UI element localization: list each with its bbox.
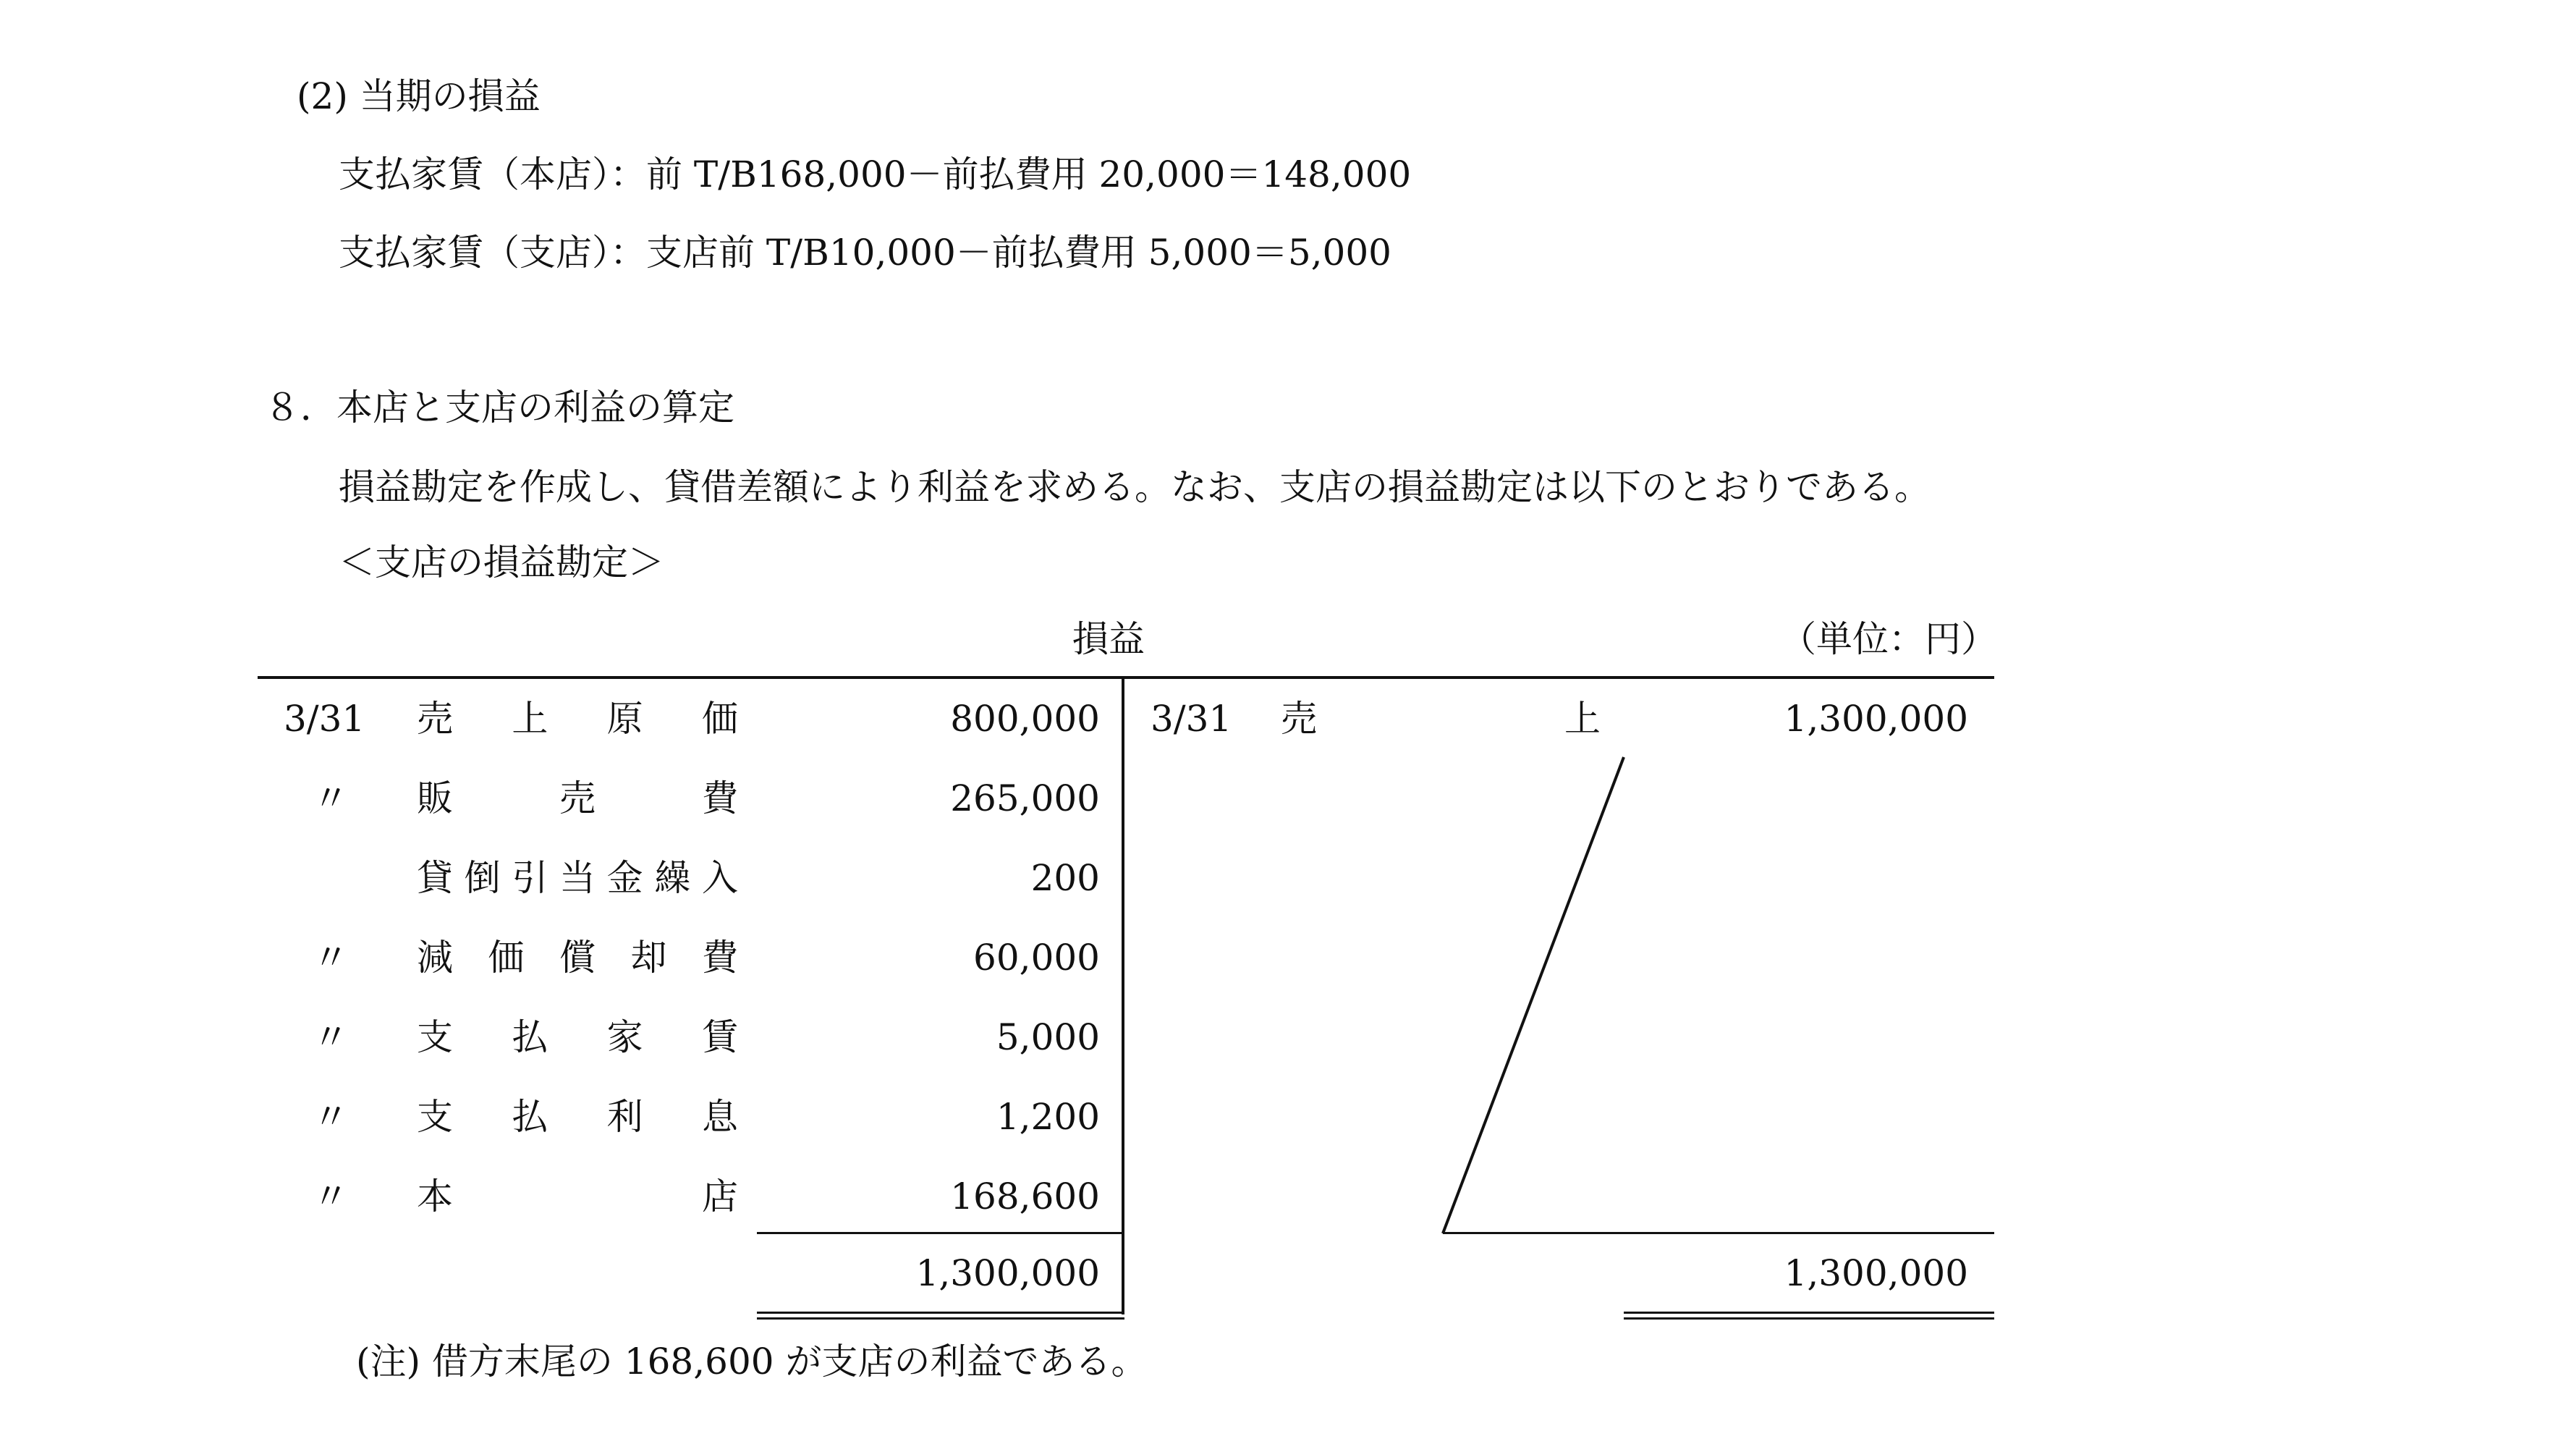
debit-row-amount: 200 [1030, 857, 1100, 899]
ledger-unit: （単位：円） [1780, 618, 1997, 660]
debit-row-account-name: 本 店 [417, 1175, 738, 1217]
section2-line1: 支払家賃（本店）：前 T/B168,000－前払費用 20,000＝148,000 [339, 153, 1412, 195]
debit-row-date: 〃 [313, 1096, 349, 1138]
section8-label: ＜支店の損益勘定＞ [339, 541, 664, 583]
credit-double-rule-2 [1624, 1317, 1994, 1320]
ledger-top-border [258, 676, 1994, 679]
credit-total: 1,300,000 [1784, 1252, 1968, 1294]
ledger-center-divider [1122, 676, 1124, 1314]
debit-row-amount: 60,000 [973, 937, 1100, 979]
ledger-title: 損益 [1072, 618, 1145, 660]
debit-row-date: 3/31 [284, 698, 365, 740]
debit-row-date: 〃 [313, 1175, 349, 1217]
debit-double-rule-1 [757, 1312, 1124, 1314]
debit-row-amount: 1,200 [996, 1096, 1100, 1138]
credit-account-name: 売 上 [1281, 698, 1601, 740]
section8-heading: ８．本店と支店の利益の算定 [264, 387, 734, 429]
section8-desc: 損益勘定を作成し、貸借差額により利益を求める。なお、支店の損益勘定は以下のとおりである。 [339, 466, 1931, 508]
note: (注) 借方末尾の 168,600 が支店の利益である。 [356, 1341, 1148, 1383]
section2-line2: 支払家賃（支店）：支店前 T/B10,000－前払費用 5,000＝5,000 [339, 232, 1391, 274]
debit-total: 1,300,000 [915, 1252, 1100, 1294]
debit-row-date: 〃 [313, 937, 349, 979]
debit-row-date: 〃 [313, 1016, 349, 1058]
debit-row-account-name: 貸 倒 引 当 金 繰 入 [417, 857, 738, 899]
credit-amount: 1,300,000 [1784, 698, 1968, 740]
debit-row-amount: 168,600 [950, 1175, 1100, 1217]
debit-row-account-name: 支 払 利 息 [417, 1096, 738, 1138]
debit-double-rule-2 [757, 1317, 1124, 1320]
credit-date: 3/31 [1151, 698, 1232, 740]
credit-double-rule-1 [1624, 1312, 1994, 1314]
debit-row-account-name: 販 売 費 [417, 777, 738, 819]
debit-row-amount: 800,000 [950, 698, 1100, 740]
credit-total-rule [1443, 1232, 1994, 1234]
debit-row-amount: 5,000 [996, 1016, 1100, 1058]
debit-row-account-name: 支 払 家 賃 [417, 1016, 738, 1058]
debit-row-date: 〃 [313, 777, 349, 819]
debit-row-account-name: 売 上 原 価 [417, 698, 738, 740]
debit-total-rule [757, 1232, 1124, 1234]
section2-heading: (2) 当期の損益 [297, 75, 541, 117]
debit-row-amount: 265,000 [950, 777, 1100, 819]
debit-row-account-name: 減 価 償 却 費 [417, 937, 738, 979]
